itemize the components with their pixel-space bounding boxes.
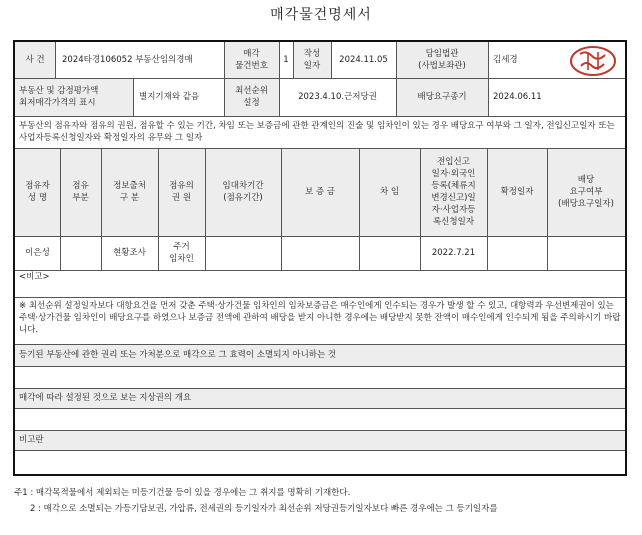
priority-value: 2023.4.10.근저당권: [298, 92, 377, 102]
header-deposit: 보 증 금: [304, 187, 336, 197]
occupancy-right: 주거 임차인: [169, 242, 194, 264]
item-number-label: 매각 물건번호: [235, 49, 268, 71]
warning-text: ※ 최선순위 설정일자보다 대항요건을 먼저 갖춘 주택·상가건물 임차인의 임차보증금은 매수인에게 인수되는 경우가 발생 할 수 있고, 대항력과 우선변제권이 있는 주택·상가건물 임차인이 배당요구를 하였으나 보증금 전액에 관하여 배당을 받지 아니한 경우에는 배당받지 못한 잔액이 매수인에게 인수되게 됨을 주의하시기 바랍니다.: [19, 301, 621, 335]
move-in-date: 2022.7.21: [431, 248, 476, 258]
header-rent: 차 임: [379, 187, 400, 197]
registered-rights-section: 등기된 부동산에 관한 권리 또는 가처분으로 매각으로 그 효력이 소멸되지 아니하는 것: [19, 350, 337, 360]
price-value: 별지기재와 같음: [139, 92, 200, 102]
header-dividend-request: 배당 요구여부 (배당요구일자): [558, 175, 614, 209]
header-info-source: 정보출처 구 분: [113, 181, 146, 203]
judge-name: 김세경: [493, 55, 518, 65]
page-title: 매각물건명세서: [270, 7, 372, 23]
item-number: 1: [283, 55, 289, 65]
header-lease-period: 임대차기간 (점유기간): [222, 181, 264, 203]
dividend-request: [547, 236, 625, 270]
remarks-section: 비고란: [19, 435, 44, 445]
occupant-name: 이은성: [25, 248, 50, 258]
lease-period: [205, 236, 281, 270]
deposit: [281, 236, 359, 270]
priority-label: 최선순위 설정: [235, 86, 268, 108]
header-occupied-part: 점유 부분: [72, 181, 89, 203]
price-label: 부동산 및 감정평가액 최저매각가격의 표시: [19, 86, 99, 108]
deadline-label: 배당요구종기: [417, 92, 467, 102]
occupied-part: [60, 236, 101, 270]
created-date: 2024.11.05: [339, 55, 388, 65]
header-move-in-date: 전입신고 일자·외국인 등록(체류지 변경신고)일 자·사업자등 록신청일자: [431, 157, 476, 227]
fixed-date: [487, 236, 547, 270]
remarks-label: <비고>: [19, 272, 50, 282]
case-number: 2024타경106052 부동산임의경매: [62, 55, 193, 65]
deadline-value: 2024.06.11: [493, 92, 542, 102]
footnote-1: 주1 : 매각목적물에서 제외되는 미등기건물 등이 있을 경우에는 그 취지를 명확히 기재한다.: [14, 488, 351, 498]
header-occupant-name: 점유자 성 명: [25, 181, 50, 203]
date-label: 작성 일자: [303, 49, 321, 71]
header-occupancy-right: 점유의 권 원: [169, 181, 194, 203]
judge-label: 담임법관 (사법보좌관): [418, 49, 466, 71]
footnote-2: 2 : 매각으로 소멸되는 가등기담보권, 가압류, 전세권의 등기일자가 최선순위 저당권등기일자보다 빠른 경우에는 그 등기일자를: [30, 504, 498, 514]
document-table: [13, 40, 627, 476]
case-label: 사 건: [25, 55, 45, 65]
header-fixed-date: 확정일자: [500, 187, 534, 197]
surface-right-section: 매각에 따라 설정된 것으로 보는 지상권의 개요: [19, 393, 192, 403]
rent: [359, 236, 420, 270]
court-seal-icon: [568, 44, 618, 78]
notice-text: 부동산의 점유자와 점유의 권원, 점유할 수 있는 기간, 차임 또는 보증금에 관한 관계인의 진술 및 임차인이 있는 경우 배당요구 여부와 그 일자, 전입신고일자 또는 사업자등록신청일자와 확정일자의 유무와 그 일자: [19, 121, 615, 143]
info-source: 현황조사: [113, 248, 146, 258]
